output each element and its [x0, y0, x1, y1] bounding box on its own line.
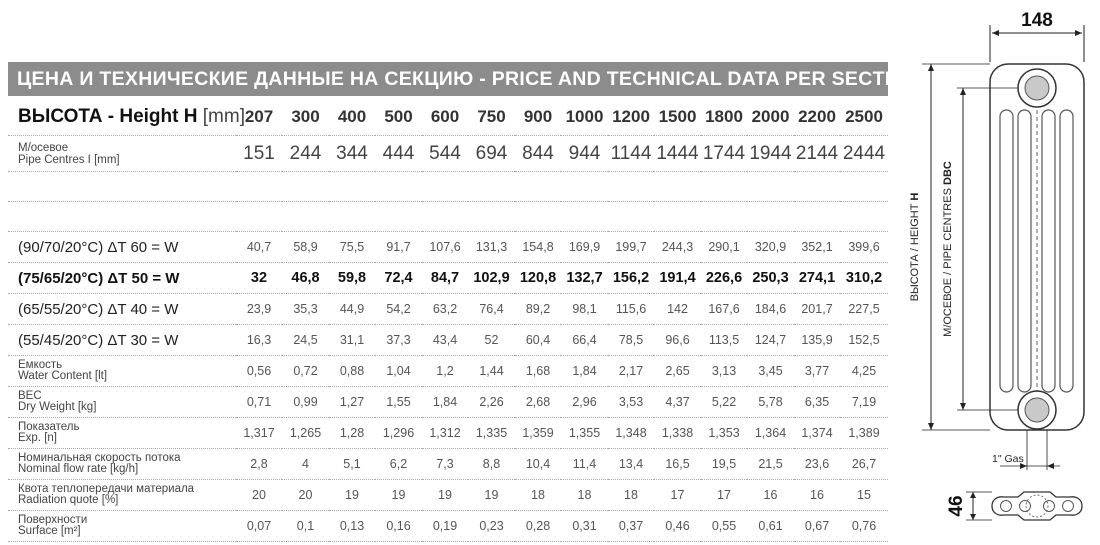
- value-cell: 0,1: [282, 511, 329, 542]
- value-cell: 4,37: [654, 387, 701, 418]
- table-row: [8, 449, 888, 480]
- value-cell: 544: [422, 136, 468, 172]
- empty-cell: [608, 172, 654, 202]
- value-cell: 19: [422, 480, 468, 511]
- value-cell: 7,3: [422, 449, 468, 480]
- value-cell: 290,1: [701, 232, 747, 263]
- empty-cell: [422, 172, 468, 202]
- empty-cell: [422, 202, 468, 232]
- value-cell: 46,8: [282, 263, 329, 294]
- value-cell: 1,27: [329, 387, 375, 418]
- value-cell: 18: [608, 480, 654, 511]
- gas-label: 1" Gas: [992, 453, 1024, 465]
- value-cell: 5,22: [701, 387, 747, 418]
- value-cell: 20: [282, 480, 329, 511]
- section-top-view: [992, 492, 1082, 520]
- value-cell: 1744: [701, 136, 747, 172]
- table-row: [8, 136, 888, 172]
- value-cell: 40,7: [236, 232, 282, 263]
- value-cell: 15: [840, 480, 888, 511]
- empty-cell: [794, 172, 840, 202]
- value-cell: 115,6: [608, 294, 654, 325]
- value-cell: 0,16: [375, 511, 422, 542]
- empty-cell: [701, 202, 747, 232]
- value-cell: 13,4: [608, 449, 654, 480]
- arrowhead: [928, 423, 934, 430]
- value-cell: 0,55: [701, 511, 747, 542]
- row-label: [8, 449, 236, 480]
- value-cell: 5,78: [747, 387, 794, 418]
- height-header-cell: 750: [468, 98, 515, 136]
- row-label-en: Surface [m²]: [18, 525, 81, 537]
- value-cell: 2,96: [561, 387, 608, 418]
- value-cell: 274,1: [794, 263, 840, 294]
- value-cell: 0,72: [282, 356, 329, 387]
- height-header-cell: 500: [375, 98, 422, 136]
- value-cell: 344: [329, 136, 375, 172]
- value-cell: 1,389: [840, 418, 888, 449]
- value-cell: 16,5: [654, 449, 701, 480]
- value-cell: 0,71: [236, 387, 282, 418]
- value-cell: 1,44: [468, 356, 515, 387]
- empty-cell: [282, 172, 329, 202]
- value-cell: 26,7: [840, 449, 888, 480]
- value-cell: 1,28: [329, 418, 375, 449]
- empty-cell: [329, 202, 375, 232]
- arrowhead: [960, 403, 966, 410]
- value-cell: 1944: [747, 136, 794, 172]
- value-cell: 244: [282, 136, 329, 172]
- value-cell: 169,9: [561, 232, 608, 263]
- row-label-en: Exp. [n]: [18, 432, 57, 444]
- row-label-en: Radiation quote [%]: [18, 494, 119, 506]
- value-cell: 152,5: [840, 325, 888, 356]
- empty-cell: [375, 172, 422, 202]
- value-cell: 2,26: [468, 387, 515, 418]
- row-label: [8, 511, 236, 542]
- arrowhead: [928, 64, 934, 71]
- value-cell: 3,77: [794, 356, 840, 387]
- value-cell: 35,3: [282, 294, 329, 325]
- value-cell: 44,9: [329, 294, 375, 325]
- value-cell: 19: [468, 480, 515, 511]
- height-header-cell: 300: [282, 98, 329, 136]
- empty-cell: [840, 202, 888, 232]
- value-cell: 18: [561, 480, 608, 511]
- header-label: ВЫСОТА - Height H [mm]: [8, 98, 236, 136]
- table-row: [8, 263, 888, 294]
- value-cell: 0,46: [654, 511, 701, 542]
- table-row: [8, 387, 888, 418]
- table-row: [8, 232, 888, 263]
- value-cell: 201,7: [794, 294, 840, 325]
- row-label: [8, 136, 236, 172]
- value-cell: 226,6: [701, 263, 747, 294]
- empty-cell: [515, 202, 561, 232]
- value-cell: 0,23: [468, 511, 515, 542]
- value-cell: 19: [375, 480, 422, 511]
- empty-cell: [236, 172, 282, 202]
- height-header-cell: 900: [515, 98, 561, 136]
- row-label: (65/55/20°C) ΔT 40 = W: [8, 294, 236, 325]
- row-label-en: Water Content [lt]: [18, 370, 108, 382]
- row-label-ru: Номинальная скорость потока: [18, 452, 181, 464]
- value-cell: 16: [794, 480, 840, 511]
- value-cell: 31,1: [329, 325, 375, 356]
- empty-cell: [747, 172, 794, 202]
- row-label-ru: М/осевое: [18, 141, 69, 154]
- value-cell: 1,55: [375, 387, 422, 418]
- value-cell: 19,5: [701, 449, 747, 480]
- empty-cell: [608, 202, 654, 232]
- value-cell: 23,6: [794, 449, 840, 480]
- value-cell: 154,8: [515, 232, 561, 263]
- empty-cell: [701, 172, 747, 202]
- value-cell: 17: [701, 480, 747, 511]
- arrowhead: [992, 30, 999, 36]
- empty-cell: [8, 172, 236, 202]
- value-cell: 113,5: [701, 325, 747, 356]
- empty-cell: [282, 202, 329, 232]
- value-cell: 1,364: [747, 418, 794, 449]
- value-cell: 10,4: [515, 449, 561, 480]
- value-cell: 16,3: [236, 325, 282, 356]
- value-cell: 0,13: [329, 511, 375, 542]
- empty-cell: [840, 172, 888, 202]
- value-cell: 5,1: [329, 449, 375, 480]
- value-cell: 250,3: [747, 263, 794, 294]
- value-cell: 199,7: [608, 232, 654, 263]
- value-cell: 76,4: [468, 294, 515, 325]
- value-cell: 6,2: [375, 449, 422, 480]
- value-cell: 66,4: [561, 325, 608, 356]
- value-cell: 0,07: [236, 511, 282, 542]
- value-cell: 1,265: [282, 418, 329, 449]
- height-header-cell: 1500: [654, 98, 701, 136]
- value-cell: 1,04: [375, 356, 422, 387]
- value-cell: 2144: [794, 136, 840, 172]
- empty-cell: [375, 202, 422, 232]
- arrowhead: [1075, 30, 1082, 36]
- value-cell: 1144: [608, 136, 654, 172]
- centres-label: М/ОСЕВОЕ / PIPE CENTRES DBC: [942, 161, 954, 337]
- value-cell: 96,6: [654, 325, 701, 356]
- table-row: [8, 356, 888, 387]
- value-cell: 0,99: [282, 387, 329, 418]
- value-cell: 20: [236, 480, 282, 511]
- value-cell: 2,68: [515, 387, 561, 418]
- value-cell: 0,76: [840, 511, 888, 542]
- section-title: ЦЕНА И ТЕХНИЧЕСКИЕ ДАННЫЕ НА СЕКЦИЮ - PRICE AND TECHNICAL DATA PER SECTION: [8, 62, 888, 96]
- value-cell: 4,25: [840, 356, 888, 387]
- arrowhead: [970, 492, 976, 498]
- value-cell: 0,37: [608, 511, 654, 542]
- value-cell: 191,4: [654, 263, 701, 294]
- value-cell: 1,312: [422, 418, 468, 449]
- value-cell: 2,65: [654, 356, 701, 387]
- spec-table: [8, 98, 888, 542]
- value-cell: 444: [375, 136, 422, 172]
- value-cell: 244,3: [654, 232, 701, 263]
- value-cell: 7,19: [840, 387, 888, 418]
- value-cell: 0,88: [329, 356, 375, 387]
- value-cell: 72,4: [375, 263, 422, 294]
- width-dimension: 148: [1021, 10, 1053, 31]
- value-cell: 1,338: [654, 418, 701, 449]
- arrowhead: [970, 514, 976, 520]
- row-label-ru: ВЕС: [18, 390, 42, 402]
- value-cell: 1,353: [701, 418, 747, 449]
- value-cell: 18: [515, 480, 561, 511]
- empty-cell: [561, 202, 608, 232]
- value-cell: 91,7: [375, 232, 422, 263]
- value-cell: 98,1: [561, 294, 608, 325]
- empty-cell: [561, 172, 608, 202]
- empty-cell: [236, 202, 282, 232]
- value-cell: 156,2: [608, 263, 654, 294]
- value-cell: 75,5: [329, 232, 375, 263]
- table-row: [8, 418, 888, 449]
- value-cell: 3,45: [747, 356, 794, 387]
- empty-cell: [654, 202, 701, 232]
- value-cell: 1,296: [375, 418, 422, 449]
- value-cell: 0,31: [561, 511, 608, 542]
- value-cell: 58,9: [282, 232, 329, 263]
- value-cell: 2444: [840, 136, 888, 172]
- row-label-ru: Емкость: [18, 359, 63, 371]
- bottom-connection-bore: [1025, 398, 1049, 422]
- top-connection-bore: [1025, 76, 1049, 100]
- value-cell: 1,335: [468, 418, 515, 449]
- value-cell: 120,8: [515, 263, 561, 294]
- value-cell: 16: [747, 480, 794, 511]
- row-label-ru: Квота теплопередачи материала: [18, 483, 195, 495]
- value-cell: 107,6: [422, 232, 468, 263]
- value-cell: 310,2: [840, 263, 888, 294]
- value-cell: 227,5: [840, 294, 888, 325]
- value-cell: 60,4: [515, 325, 561, 356]
- value-cell: 1,84: [422, 387, 468, 418]
- depth-dimension: 46: [946, 495, 967, 517]
- value-cell: 63,2: [422, 294, 468, 325]
- radiator-diagram: [900, 0, 1100, 545]
- value-cell: 0,28: [515, 511, 561, 542]
- value-cell: 135,9: [794, 325, 840, 356]
- empty-cell: [468, 202, 515, 232]
- arrowhead: [1047, 463, 1054, 469]
- value-cell: 37,3: [375, 325, 422, 356]
- row-label: [8, 480, 236, 511]
- value-cell: 2,8: [236, 449, 282, 480]
- value-cell: 21,5: [747, 449, 794, 480]
- value-cell: 124,7: [747, 325, 794, 356]
- empty-cell: [468, 172, 515, 202]
- row-label-en: Nominal flow rate [kg/h]: [18, 463, 139, 475]
- row-label: [8, 418, 236, 449]
- value-cell: 352,1: [794, 232, 840, 263]
- value-cell: 944: [561, 136, 608, 172]
- value-cell: 23,9: [236, 294, 282, 325]
- value-cell: 1,374: [794, 418, 840, 449]
- table-row: [8, 325, 888, 356]
- value-cell: 2,17: [608, 356, 654, 387]
- value-cell: 43,4: [422, 325, 468, 356]
- row-label: (55/45/20°C) ΔT 30 = W: [8, 325, 236, 356]
- value-cell: 11,4: [561, 449, 608, 480]
- value-cell: 8,8: [468, 449, 515, 480]
- value-cell: 0,67: [794, 511, 840, 542]
- value-cell: 1,2: [422, 356, 468, 387]
- height-header-cell: 1800: [701, 98, 747, 136]
- value-cell: 19: [329, 480, 375, 511]
- value-cell: 1,317: [236, 418, 282, 449]
- height-header-cell: 2200: [794, 98, 840, 136]
- value-cell: 167,6: [701, 294, 747, 325]
- value-cell: 1,84: [561, 356, 608, 387]
- value-cell: 131,3: [468, 232, 515, 263]
- value-cell: 1,68: [515, 356, 561, 387]
- value-cell: 3,13: [701, 356, 747, 387]
- height-header-cell: 2500: [840, 98, 888, 136]
- table-row: [8, 511, 888, 542]
- table-row: [8, 480, 888, 511]
- value-cell: 142: [654, 294, 701, 325]
- height-header-cell: 400: [329, 98, 375, 136]
- value-cell: 6,35: [794, 387, 840, 418]
- row-label-en: Pipe Centres I [mm]: [18, 153, 120, 166]
- empty-cell: [654, 172, 701, 202]
- value-cell: 0,61: [747, 511, 794, 542]
- value-cell: 132,7: [561, 263, 608, 294]
- value-cell: 78,5: [608, 325, 654, 356]
- value-cell: 694: [468, 136, 515, 172]
- value-cell: 59,8: [329, 263, 375, 294]
- empty-cell: [329, 172, 375, 202]
- empty-cell: [794, 202, 840, 232]
- value-cell: 32: [236, 263, 282, 294]
- empty-cell: [8, 202, 236, 232]
- height-header-cell: 600: [422, 98, 468, 136]
- row-label: [8, 356, 236, 387]
- row-label: (75/65/20°C) ΔT 50 = W: [8, 263, 236, 294]
- row-label-ru: Показатель: [18, 421, 80, 433]
- value-cell: 3,53: [608, 387, 654, 418]
- value-cell: 1,355: [561, 418, 608, 449]
- row-label: (90/70/20°C) ΔT 60 = W: [8, 232, 236, 263]
- row-label-ru: Поверхности: [18, 514, 88, 526]
- row-label-en: Dry Weight [kg]: [18, 401, 97, 413]
- value-cell: 1,359: [515, 418, 561, 449]
- value-cell: 1,348: [608, 418, 654, 449]
- height-label: ВЫСОТА / HEIGHT H: [909, 192, 921, 302]
- value-cell: 0,56: [236, 356, 282, 387]
- value-cell: 102,9: [468, 263, 515, 294]
- table-row: [8, 294, 888, 325]
- blank-row: [8, 202, 888, 232]
- value-cell: 844: [515, 136, 561, 172]
- empty-cell: [515, 172, 561, 202]
- arrowhead: [960, 88, 966, 95]
- height-header-cell: 2000: [747, 98, 794, 136]
- value-cell: 54,2: [375, 294, 422, 325]
- value-cell: 17: [654, 480, 701, 511]
- header-row: [8, 98, 888, 136]
- value-cell: 24,5: [282, 325, 329, 356]
- value-cell: 4: [282, 449, 329, 480]
- value-cell: 52: [468, 325, 515, 356]
- value-cell: 320,9: [747, 232, 794, 263]
- value-cell: 1444: [654, 136, 701, 172]
- value-cell: 151: [236, 136, 282, 172]
- height-header-cell: 1000: [561, 98, 608, 136]
- value-cell: 89,2: [515, 294, 561, 325]
- value-cell: 84,7: [422, 263, 468, 294]
- empty-cell: [747, 202, 794, 232]
- height-header-cell: 207: [236, 98, 282, 136]
- row-label: [8, 387, 236, 418]
- value-cell: 184,6: [747, 294, 794, 325]
- value-cell: 399,6: [840, 232, 888, 263]
- blank-row: [8, 172, 888, 202]
- value-cell: 0,19: [422, 511, 468, 542]
- height-header-cell: 1200: [608, 98, 654, 136]
